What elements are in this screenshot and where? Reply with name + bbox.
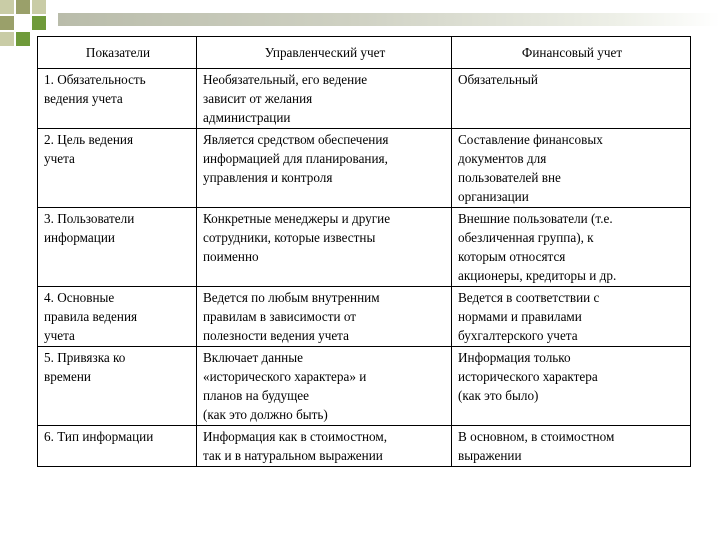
- financial-cell: Ведется в соответствии с нормами и правилами бухгалтерского учета: [452, 287, 691, 347]
- indicator-cell: 2. Цель ведения учета: [38, 129, 197, 208]
- management-cell: Необязательный, его ведение зависит от желания администрации: [197, 69, 452, 129]
- deco-square: [0, 32, 14, 46]
- deco-square: [16, 32, 30, 46]
- management-cell: Является средством обеспечения информацией для планирования, управления и контроля: [197, 129, 452, 208]
- management-cell: Включает данные «исторического характера» и планов на будущее (как это должно быть): [197, 347, 452, 426]
- financial-cell: Обязательный: [452, 69, 691, 129]
- header-financial-accounting: Финансовый учет: [452, 37, 691, 69]
- deco-square: [0, 16, 14, 30]
- table-row: [38, 69, 691, 129]
- deco-square: [0, 0, 14, 14]
- header-management-accounting: Управленческий учет: [197, 37, 452, 69]
- deco-square: [16, 16, 30, 30]
- table-row: [38, 129, 691, 208]
- financial-cell: Информация только исторического характера (как это было): [452, 347, 691, 426]
- deco-square: [16, 0, 30, 14]
- indicator-cell: 3. Пользователи информации: [38, 208, 197, 287]
- table-row: [38, 347, 691, 426]
- header-indicators: Показатели: [38, 37, 197, 69]
- table-row: [38, 208, 691, 287]
- table-header-row: [38, 37, 691, 69]
- comparison-table: [37, 36, 691, 467]
- financial-cell: Внешние пользователи (т.е. обезличенная группа), к которым относятся акционеры, кредиторы и др.: [452, 208, 691, 287]
- header-strip: [58, 13, 720, 26]
- deco-square: [32, 0, 46, 14]
- financial-cell: Составление финансовых документов для пользователей вне организации: [452, 129, 691, 208]
- management-cell: Информация как в стоимостном, так и в натуральном выражении: [197, 426, 452, 467]
- indicator-cell: 6. Тип информации: [38, 426, 197, 467]
- indicator-cell: 5. Привязка ко времени: [38, 347, 197, 426]
- deco-square: [32, 16, 46, 30]
- indicator-cell: 1. Обязательность ведения учета: [38, 69, 197, 129]
- table-row: [38, 287, 691, 347]
- table-row: [38, 426, 691, 467]
- indicator-cell: 4. Основные правила ведения учета: [38, 287, 197, 347]
- management-cell: Ведется по любым внутренним правилам в зависимости от полезности ведения учета: [197, 287, 452, 347]
- management-cell: Конкретные менеджеры и другие сотрудники, которые известны поименно: [197, 208, 452, 287]
- financial-cell: В основном, в стоимостном выражении: [452, 426, 691, 467]
